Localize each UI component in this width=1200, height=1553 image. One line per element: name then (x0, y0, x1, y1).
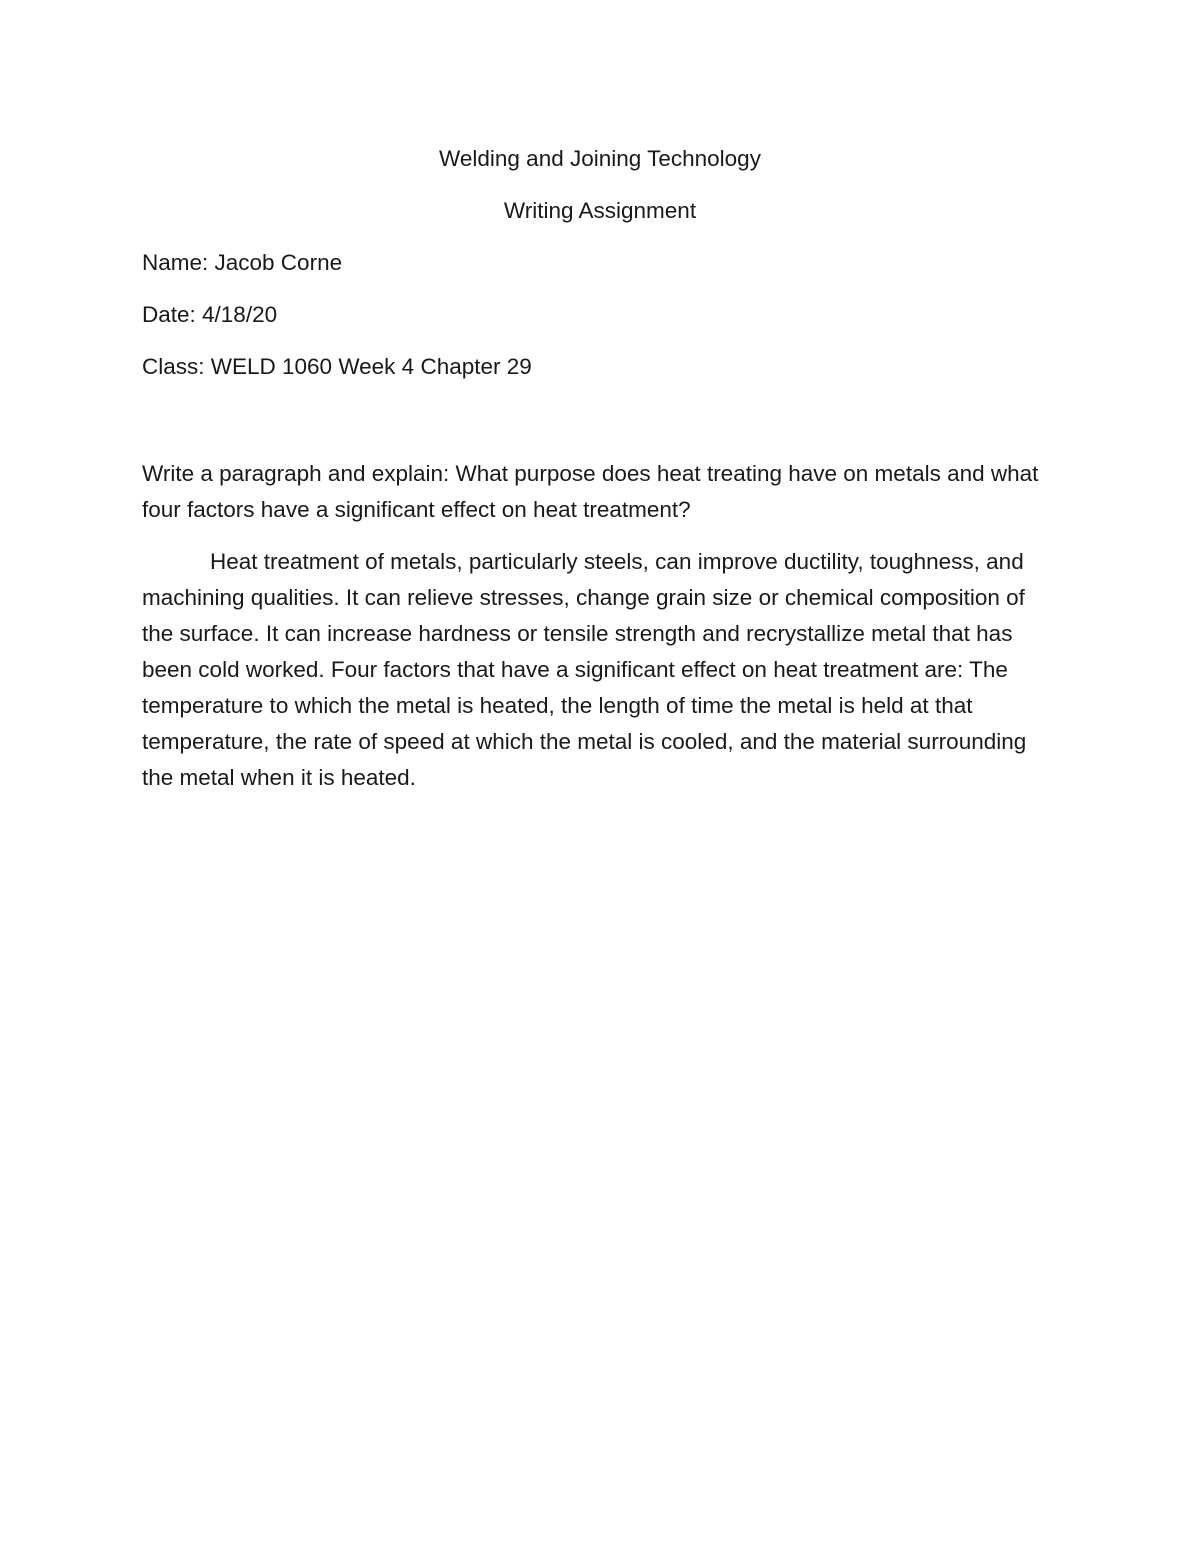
document-subtitle: Writing Assignment (503, 198, 697, 223)
class-info: Class: WELD 1060 Week 4 Chapter 29 (142, 354, 532, 379)
assignment-prompt: Write a paragraph and explain: What purpose does heat treating have on metals and what four factors have a significant effect on heat treatment? (142, 461, 1039, 522)
assignment-date: Date: 4/18/20 (142, 302, 278, 327)
answer-paragraph: Heat treatment of metals, particularly steels, can improve ductility, toughness, and machining qualities. It can relieve stresses, change grain size or chemical composition of the surface. It can increase hardness or tensile strength and recrystallize metal that has been cold worked. Four factors that have a significant effect on heat treatment are: The temperature to which the metal is heated, the length of time the metal is held at that temperature, the rate of speed at which the metal is cooled, and the material surrounding the metal when it is heated. (142, 549, 1027, 790)
document-title: Welding and Joining Technology (439, 146, 761, 171)
student-name: Name: Jacob Corne (142, 250, 343, 275)
